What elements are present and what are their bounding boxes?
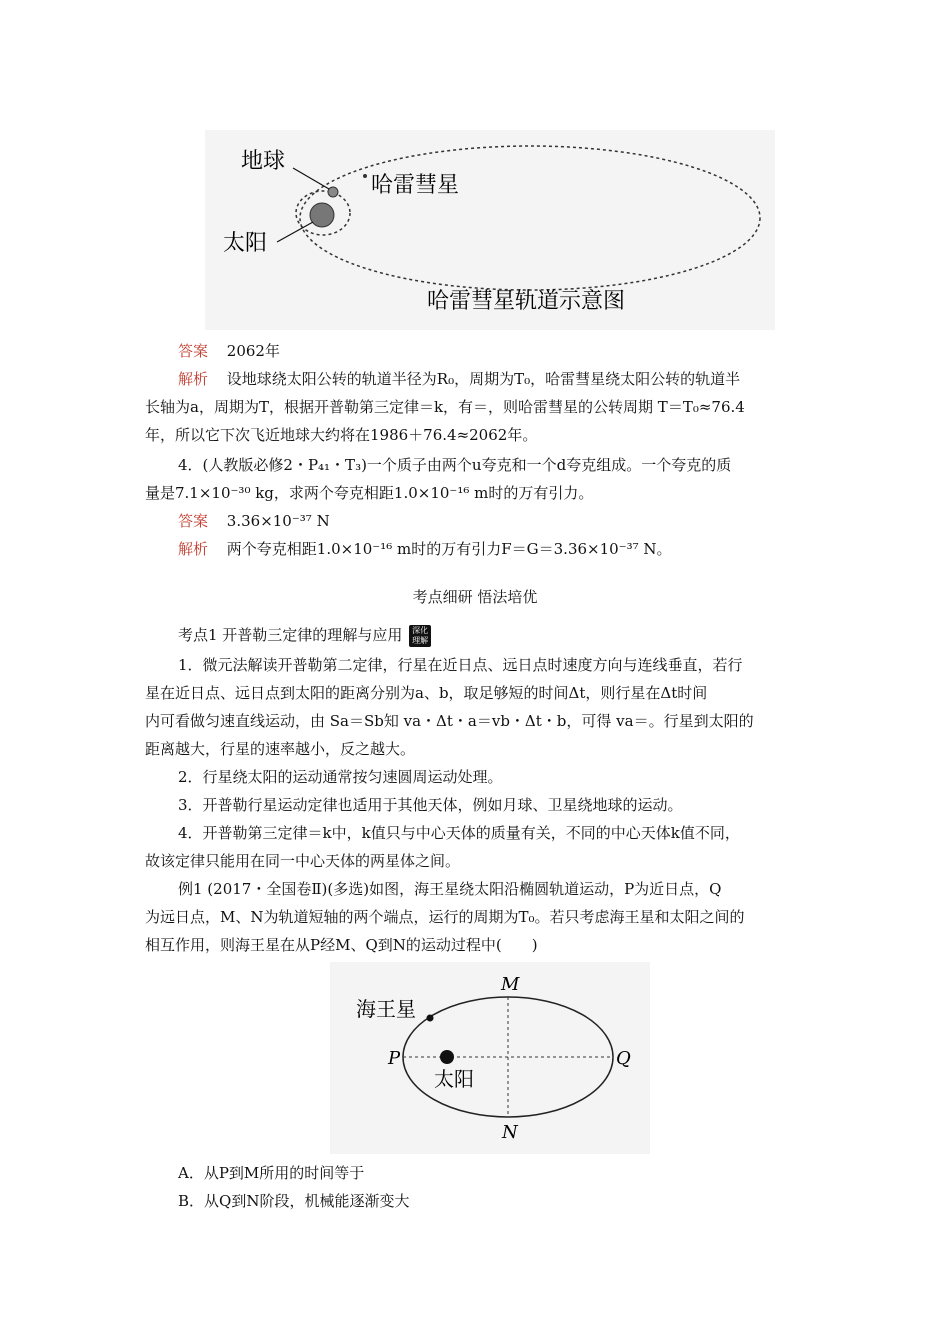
point-4-line-1: 4．开普勒第三定律＝k中，k值只与中心天体的质量有关，不同的中心天体k值不同， — [178, 824, 740, 842]
point-2: 2．行星绕太阳的运动通常按匀速圆周运动处理。 — [178, 768, 503, 786]
analysis-1-line-3: 年，所以它下次飞近地球大约将在1986＋76.4≈2062年。 — [145, 426, 538, 444]
point-1-line-1: 1．微元法解读开普勒第二定律，行星在近日点、远日点时速度方向与连线垂直，若行 — [178, 656, 743, 674]
figure-caption: 哈雷彗星轨道示意图 — [427, 289, 626, 314]
earth-label: 地球 — [241, 149, 286, 174]
answer-text: 3.36×10⁻³⁷ N — [226, 512, 330, 530]
analysis-2 — [178, 536, 672, 563]
example-line-1: 例1 (2017・全国卷Ⅱ)(多选)如图，海王星绕太阳沿椭圆轨道运动，P为近日点，Q — [178, 880, 722, 898]
answer-1 — [178, 338, 280, 365]
example-line-3: 相互作用，则海王星在从P经M、Q到N的运动过程中( ) — [145, 936, 538, 954]
point-4-line-2: 故该定律只能用在同一中心天体的两星体之间。 — [145, 852, 461, 870]
sun-label: 太阳 — [223, 231, 268, 256]
sun — [440, 1050, 454, 1064]
topic-badge: 深化 理解 — [409, 625, 431, 647]
answer-text: 2062年 — [226, 342, 280, 360]
question-4-line-2: 量是7.1×10⁻³⁰ kg，求两个夸克相距1.0×10⁻¹⁶ m时的万有引力。 — [145, 484, 594, 502]
point-P-label: P — [388, 1048, 401, 1069]
point-N-label: N — [502, 1122, 518, 1143]
point-Q-label: Q — [616, 1048, 631, 1069]
analysis-tag: 解析 — [178, 370, 209, 388]
sun-label: 太阳 — [434, 1067, 474, 1091]
analysis-tag: 解析 — [178, 540, 209, 558]
topic-text: 考点1 开普勒三定律的理解与应用 — [178, 626, 403, 644]
analysis-1-line-1 — [178, 366, 740, 393]
halley-orbit-figure — [205, 130, 775, 330]
analysis-1-line-2: 长轴为a，周期为T，根据开普勒第三定律＝k，有＝，则哈雷彗星的公转周期 T＝T₀≈76.4 — [145, 398, 745, 416]
answer-tag: 答案 — [178, 342, 209, 360]
analysis-text: 设地球绕太阳公转的轨道半径为R₀，周期为T₀，哈雷彗星绕太阳公转的轨道半 — [226, 370, 741, 388]
earth — [328, 187, 338, 197]
point-1-line-4: 距离越大，行星的速率越小，反之越大。 — [145, 740, 416, 758]
option-A: A．从P到M所用的时间等于 — [178, 1164, 365, 1182]
point-M-label: M — [501, 974, 520, 995]
topic-heading — [178, 622, 431, 649]
answer-tag: 答案 — [178, 512, 209, 530]
question-4-line-1: 4．(人教版必修2・P₄₁・T₃)一个质子由两个u夸克和一个d夸克组成。一个夸克的质 — [178, 456, 732, 474]
sun — [310, 203, 334, 227]
comet — [363, 174, 367, 178]
comet-label: 哈雷彗星 — [371, 173, 460, 198]
neptune-label: 海王星 — [356, 997, 416, 1021]
point-1-line-3: 内可看做匀速直线运动，由 Sa＝Sb知 va・Δt・a＝vb・Δt・b，可得 va＝。行星到太阳的 — [145, 712, 754, 730]
section-title: 考点细研 悟法培优 — [412, 588, 538, 606]
figure-background — [330, 962, 650, 1154]
option-B: B．从Q到N阶段，机械能逐渐变大 — [178, 1192, 410, 1210]
neptune — [427, 1015, 434, 1022]
point-1-line-2: 星在近日点、远日点到太阳的距离分别为a、b，取足够短的时间Δt，则行星在Δt时间 — [145, 684, 708, 702]
answer-2 — [178, 508, 330, 535]
analysis-text: 两个夸克相距1.0×10⁻¹⁶ m时的万有引力F＝G＝3.36×10⁻³⁷ N。 — [226, 540, 672, 558]
example-line-2: 为远日点，M、N为轨道短轴的两个端点，运行的周期为T₀。若只考虑海王星和太阳之间的 — [145, 908, 745, 926]
neptune-orbit-figure — [330, 962, 650, 1154]
point-3: 3．开普勒行星运动定律也适用于其他天体，例如月球、卫星绕地球的运动。 — [178, 796, 683, 814]
